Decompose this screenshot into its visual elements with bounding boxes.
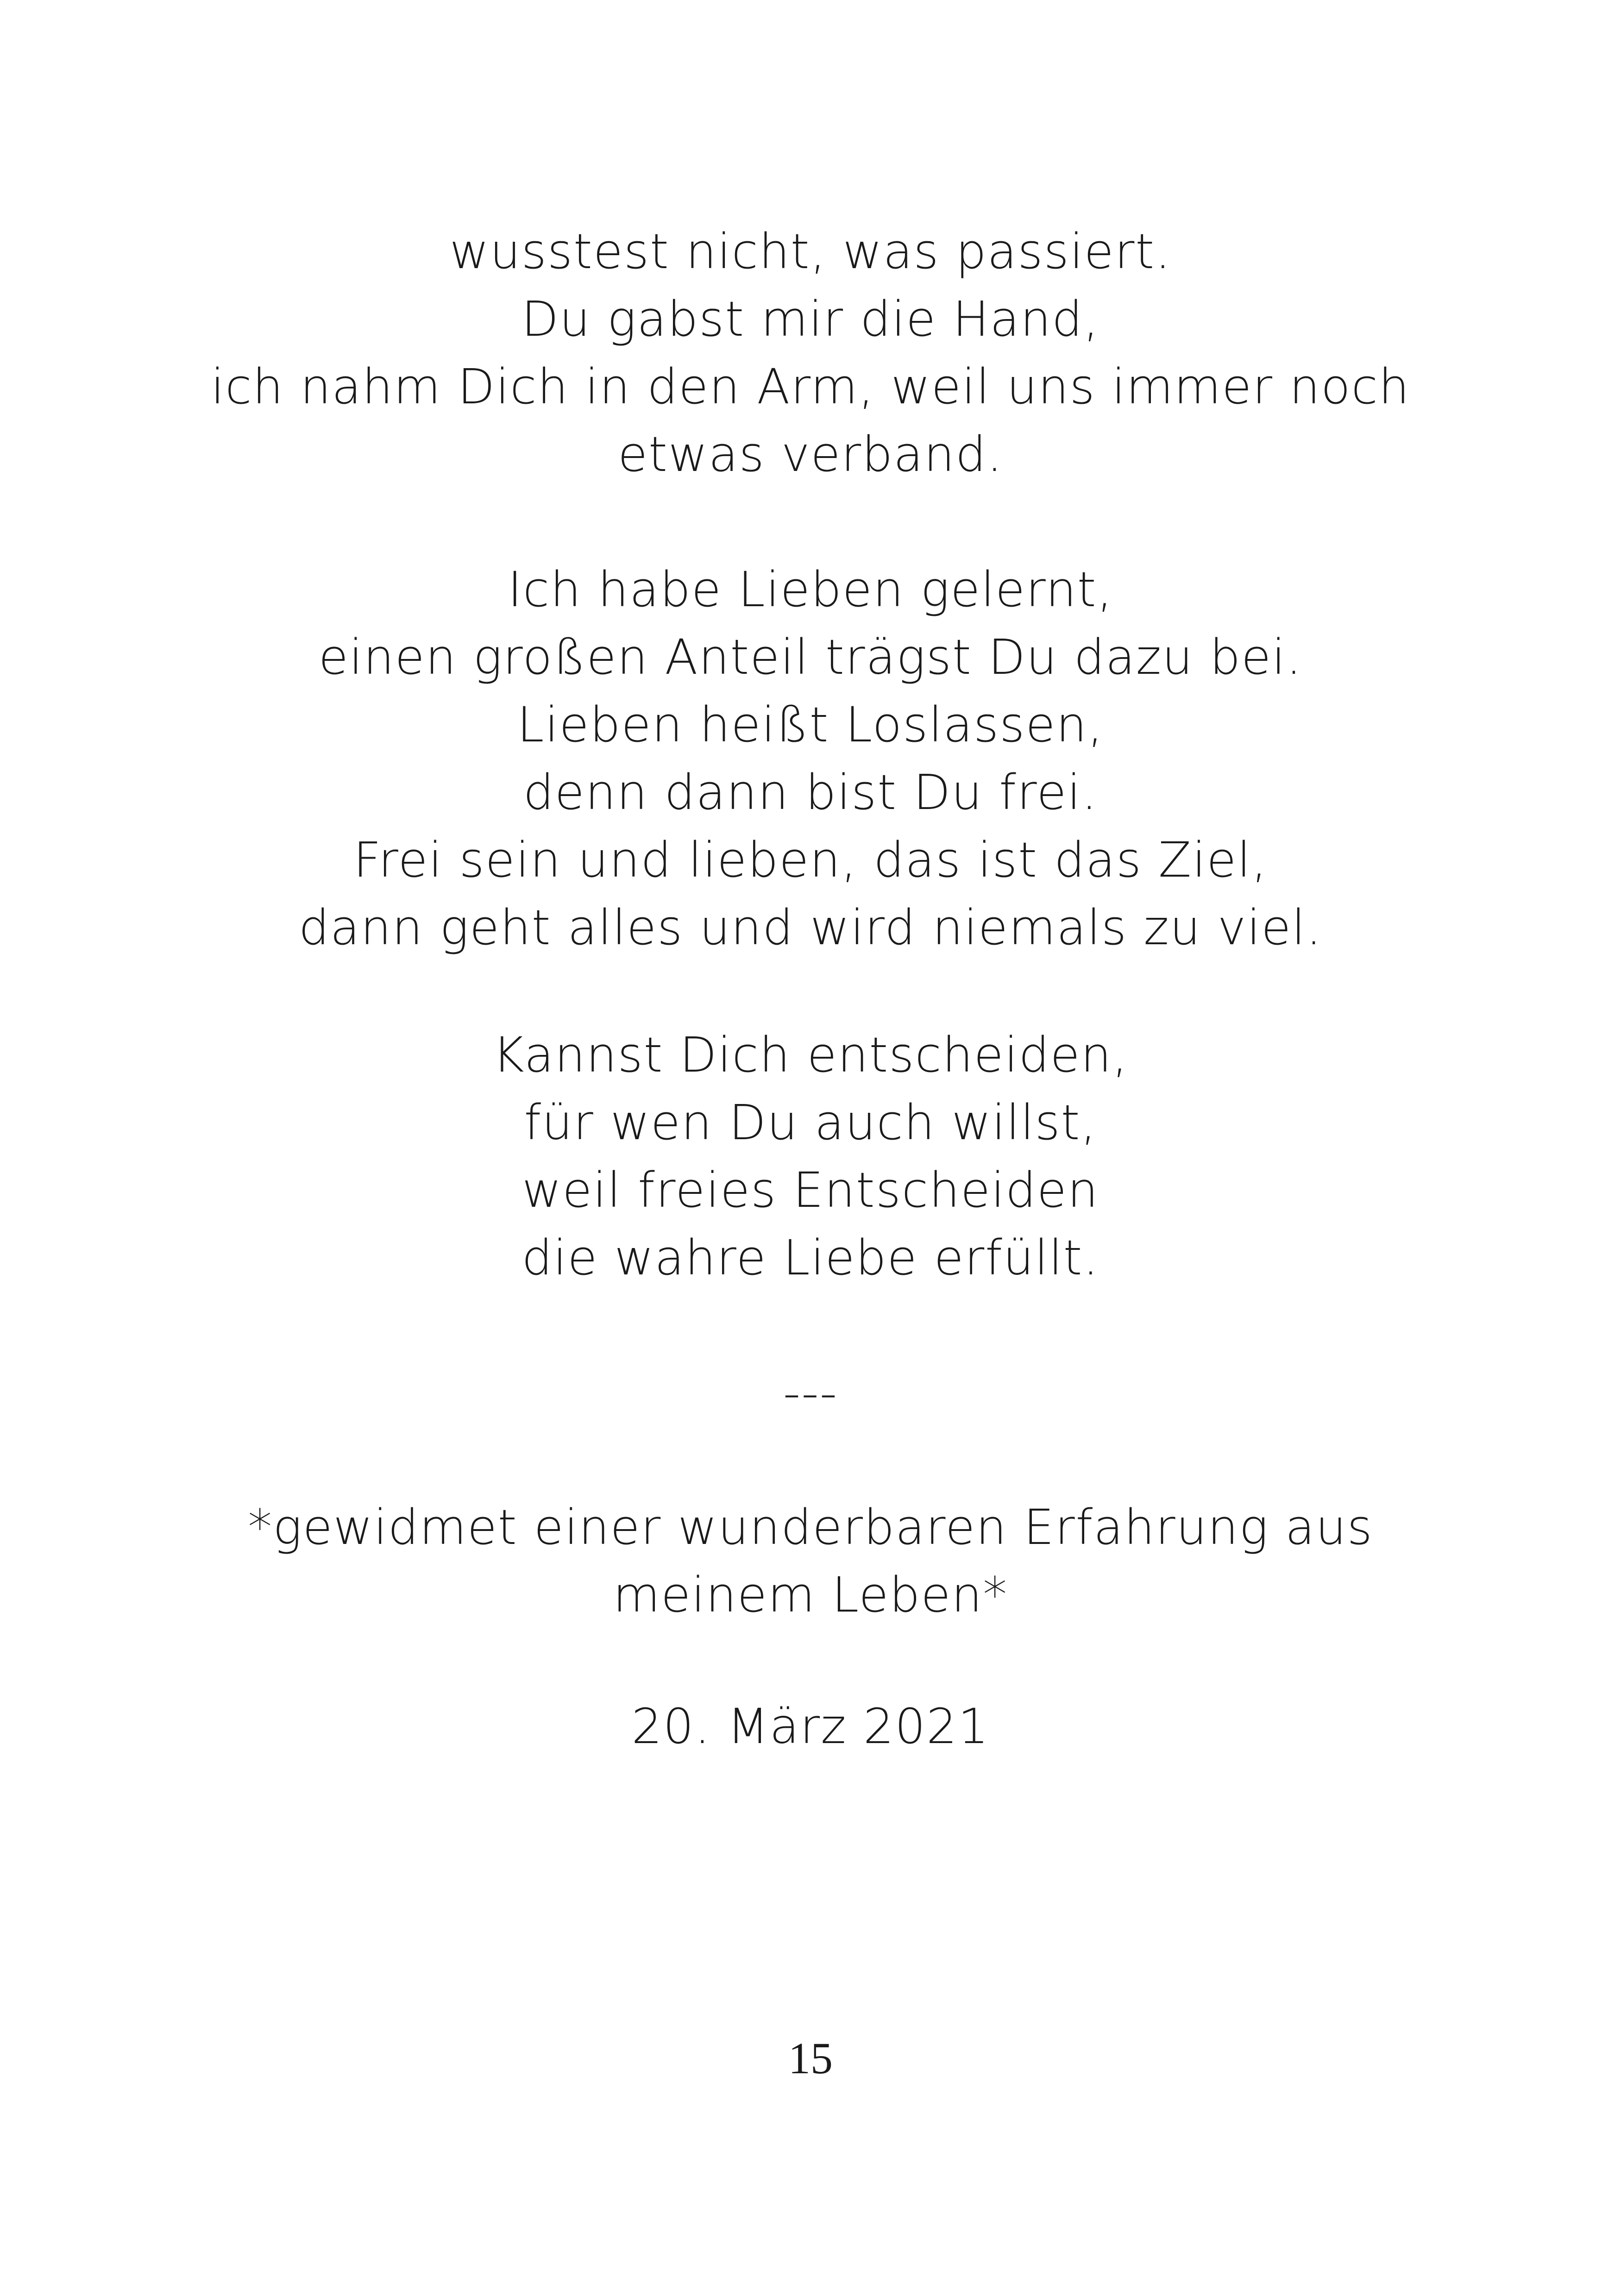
poem-line: Du gabst mir die Hand, (521, 291, 1100, 347)
poem-line: Kannst Dich entscheiden, (492, 1027, 1129, 1083)
poem-line: dann geht alles und wird niemals zu viel. (298, 899, 1323, 956)
stanza-2 (0, 556, 1621, 961)
section-separator (0, 1359, 1621, 1427)
poem-date (0, 1693, 1621, 1760)
stanza-1 (0, 218, 1621, 488)
poem-line: für wen Du auch willst, (524, 1094, 1097, 1151)
poem-line: einen großen Anteil trägst Du dazu bei. (318, 629, 1303, 685)
dedication-line: meinem Leben* (613, 1567, 1008, 1623)
poem-line: etwas verband. (618, 426, 1003, 483)
separator-text: --- (783, 1365, 838, 1421)
date-text: 20. März 2021 (631, 1698, 990, 1755)
poem-line: weil freies Entscheiden (522, 1162, 1099, 1218)
dedication (0, 1493, 1621, 1629)
poem-line: Ich habe Lieben gelernt, (508, 561, 1113, 618)
poem-line: Frei sein und lieben, das ist das Ziel, (353, 832, 1268, 888)
stanza-3 (0, 1021, 1621, 1292)
dedication-line: *gewidmet einer wunderbaren Erfahrung aus (248, 1499, 1373, 1556)
poem-line: wusstest nicht, was passiert. (449, 223, 1172, 280)
poem-line: denn dann bist Du frei. (523, 764, 1098, 821)
poem-line: Lieben heißt Loslassen, (517, 696, 1104, 753)
poem-line: die wahre Liebe erfüllt. (521, 1230, 1100, 1286)
poem-line: ich nahm Dich in den Arm, weil uns immer noch (211, 358, 1410, 415)
page-number: 15 (788, 2033, 833, 2083)
